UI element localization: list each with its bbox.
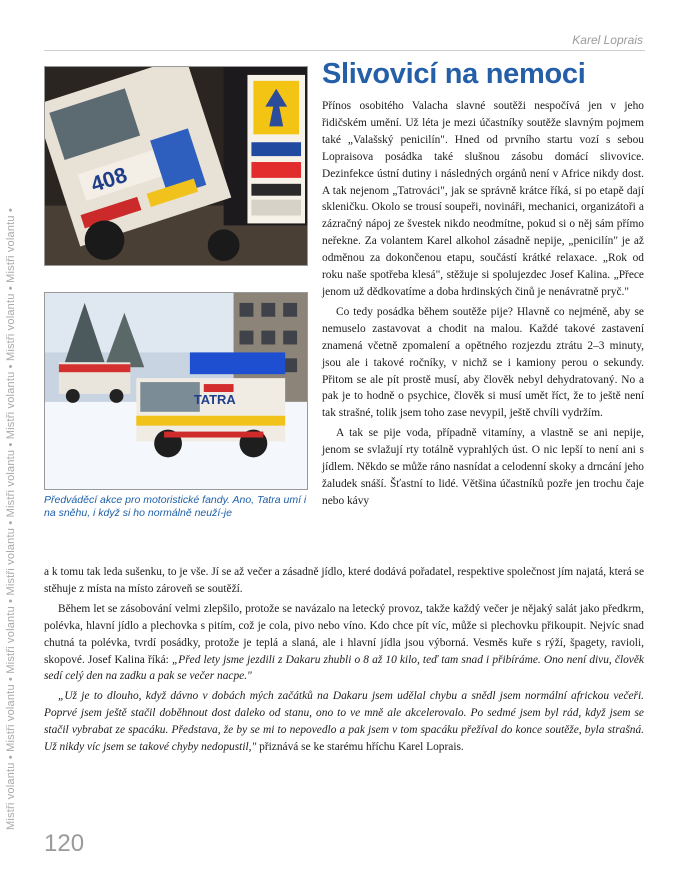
quote-text: „Před lety jsme jezdili z Dakaru zhubli o 8 až 10 kilo, teď tam snad i přibíráme. Ono není divu, člověk sedí celý den na zadku a pak se večer nacpe." <box>44 653 644 683</box>
paragraph-text: přiznává se ke starému hříchu Karel Loprais. <box>256 741 464 754</box>
svg-text:408: 408 <box>87 161 131 197</box>
paragraph: a k tomu tak leda sušenku, to je vše. Jí se až večer a zásadně jídlo, které dodává pořadatel, respektive společnost jím najatá, která se stěhuje z místa na místo zároveň se soutěží. <box>44 566 645 595</box>
paragraph: Co tedy posádka během soutěže pije? Hlavně co nejméně, aby se nemuselo zastavovat a chodit na malou. Každé takové zastavení znamená včetně zpomalení a opětného rozjezdu ztrátu 2–3 minuty, jsou ale i takové ročníky, v nichž se i kamiony perou o sekundy. Přitom se ale pít prostě musí, aby člověk nebyl dehydratovaný. No a pak je to hodně o psychice, člověk si musí umět říct, že to ještě není tak strašné, tolik jsem toho zase nevypil, ještě chvíli vydržím. <box>322 305 644 420</box>
photo-truck-408-image <box>45 67 307 265</box>
quote-text: „Už je to dlouho, když dávno v dobách mých začátků na Dakaru jsem udělal chybu a snědl jsem normální africkou večeři. Poprvé jsem ještě stačil doběhnout dost daleko od stanu, ono to ve mně ale akcelerovalo. Po sedmé jsem byl rád, když jsem se stačil vybrabat ze spacáku. Představa, že by se mi to nepovedlo a pak jsem v tom spacáku přežíval do konce soutěže, byla strašná. Už nikdy víc jsem se takové chyby nedopustil," <box>44 690 644 754</box>
page-number: 120 <box>44 830 85 857</box>
paragraph: Přínos osobitého Valacha slavné soutěži nespočívá jen v jeho řidičském umění. Už léta je mezi účastníky soutěže slavným pojmem také „Valašský penicilín". Hned od prvního startu vozí s sebou Lopraisova posádka také slušnou zásobu domácí slivovice. Dezinfekce ústní dutiny i následných orgánů není v Africe nikdy dost. A tak nejenom „Tatrováci", jak se správně krátce říká, si po etapě dají skleničku. Okolo se trousí soupeři, novináři, mechanici, organizátoři a zázračný nápoj ze švestek nikdo neodmítne, pokud si o něj sám přímo neřekne. Za volantem Karel alkohol zásadně nepije, „penicilín" je až odměnou za dokončenou etapu, součástí krátké relaxace. „Rok od roku naše spotřeba klesá", stěžuje si spolujezdec Josef Kalina. „Přece jenom už dědkovatíme a doba hrdinských činů je nenávratně pryč." <box>322 100 644 298</box>
paragraph: A tak se pije voda, případně vitamíny, a vlastně se ani nepije, jenom se svlažují rty totálně vyprahlých úst. O nic lepší to není ani s jídlem. Někdo se může ráno nasnídat a celodenní skoky a drncání jeho žaludek snáší. Šťastní to lidé. Většina účastníků pozře jen trochu čaje nebo kávy <box>322 427 644 507</box>
paragraph <box>44 601 644 686</box>
svg-text:TATRA: TATRA <box>193 391 236 407</box>
photo-trucks-snow <box>44 292 308 490</box>
paragraph <box>44 688 644 756</box>
running-head: Karel Loprais <box>572 33 643 47</box>
side-band-text: Mistři volantu • Mistři volantu • Mistři volantu • Mistři volantu • Mistři volantu • Mistři volantu • Mistři volantu • Mistři volantu • <box>5 207 17 830</box>
right-column-text <box>322 98 644 513</box>
photo-caption: Předváděcí akce pro motoristické fandy. Ano, Tatra umí i na sněhu, i když si ho normálně neuží-je <box>44 494 307 519</box>
full-width-text <box>44 564 644 759</box>
photo-trucks-snow-image <box>45 293 307 489</box>
paragraph-text: Během let se zásobování velmi zlepšilo, protože se navázalo na letecký provoz, takže každý večer je nějaký salát jako předkrm, polévka, hlavní jídlo a plechovka s pitím, což je cola, pivo nebo víno. Kdo chce pít víc, může si plechovku přikoupit. Nejvíc snad chutná ta polévka, tvrdí posádky, protože je teplá a slaná, ale i hlavní jídla jsou výborná. Vesměs kuře s rýží, špagety, ravioli, skopové. Josef Kalina říká: <box>44 602 644 666</box>
header-rule <box>44 50 645 51</box>
article-title: Slivovicí na nemoci <box>322 58 586 90</box>
side-band <box>4 60 20 830</box>
photo-truck-408 <box>44 66 308 266</box>
